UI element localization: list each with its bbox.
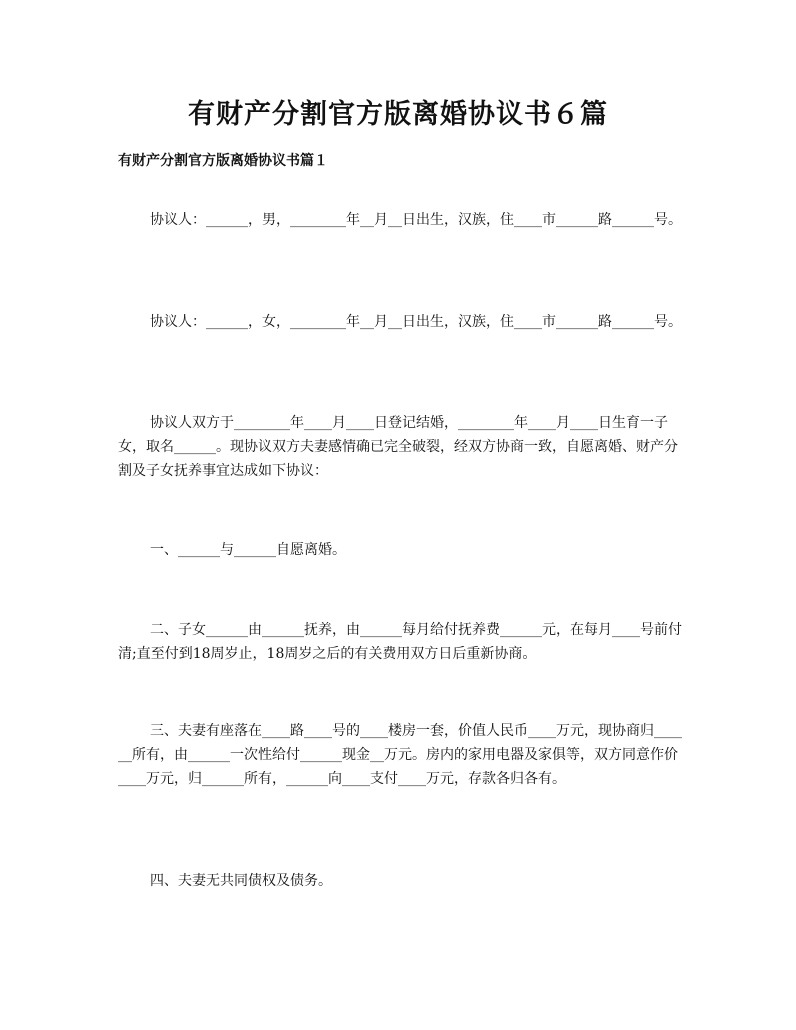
clause-3-property: 三、夫妻有座落在____路____号的____楼房一套，价值人民币____万元，现协商归______所有，由______一次性给付______现金__万元。房内的家用电器及家俱等，双方同意作价____万元，归______所有，______向____支付____万元，存款各归各有。 (118, 723, 682, 787)
paragraph-marriage-info: 协议人双方于________年____月____日登记结婚，________年____月____日生育一子女，取名______。现协议双方夫妻感情确已完全破裂，经双方协商一致，自愿离婚、财产分割及子女抚养事宜达成如下协议： (118, 415, 678, 479)
paragraph-party-female: 协议人：______，女，________年__月__日出生，汉族，住____市______路______号。 (150, 314, 682, 330)
clause-1-divorce: 一、______与______自愿离婚。 (150, 542, 346, 558)
clause-2-child-custody: 二、子女______由______抚养，由______每月给付抚养费______元，在每月____号前付清;直至付到18周岁止，18周岁之后的有关费用双方日后重新协商。 (118, 622, 682, 662)
clause-4-debts: 四、夫妻无共同债权及债务。 (150, 873, 332, 889)
paragraph-party-male: 协议人：______，男，________年__月__日出生，汉族，住____市______路______号。 (150, 212, 682, 228)
document-title: 有财产分割官方版离婚协议书６篇 (188, 99, 608, 130)
section-heading: 有财产分割官方版离婚协议书篇１ (118, 153, 328, 169)
